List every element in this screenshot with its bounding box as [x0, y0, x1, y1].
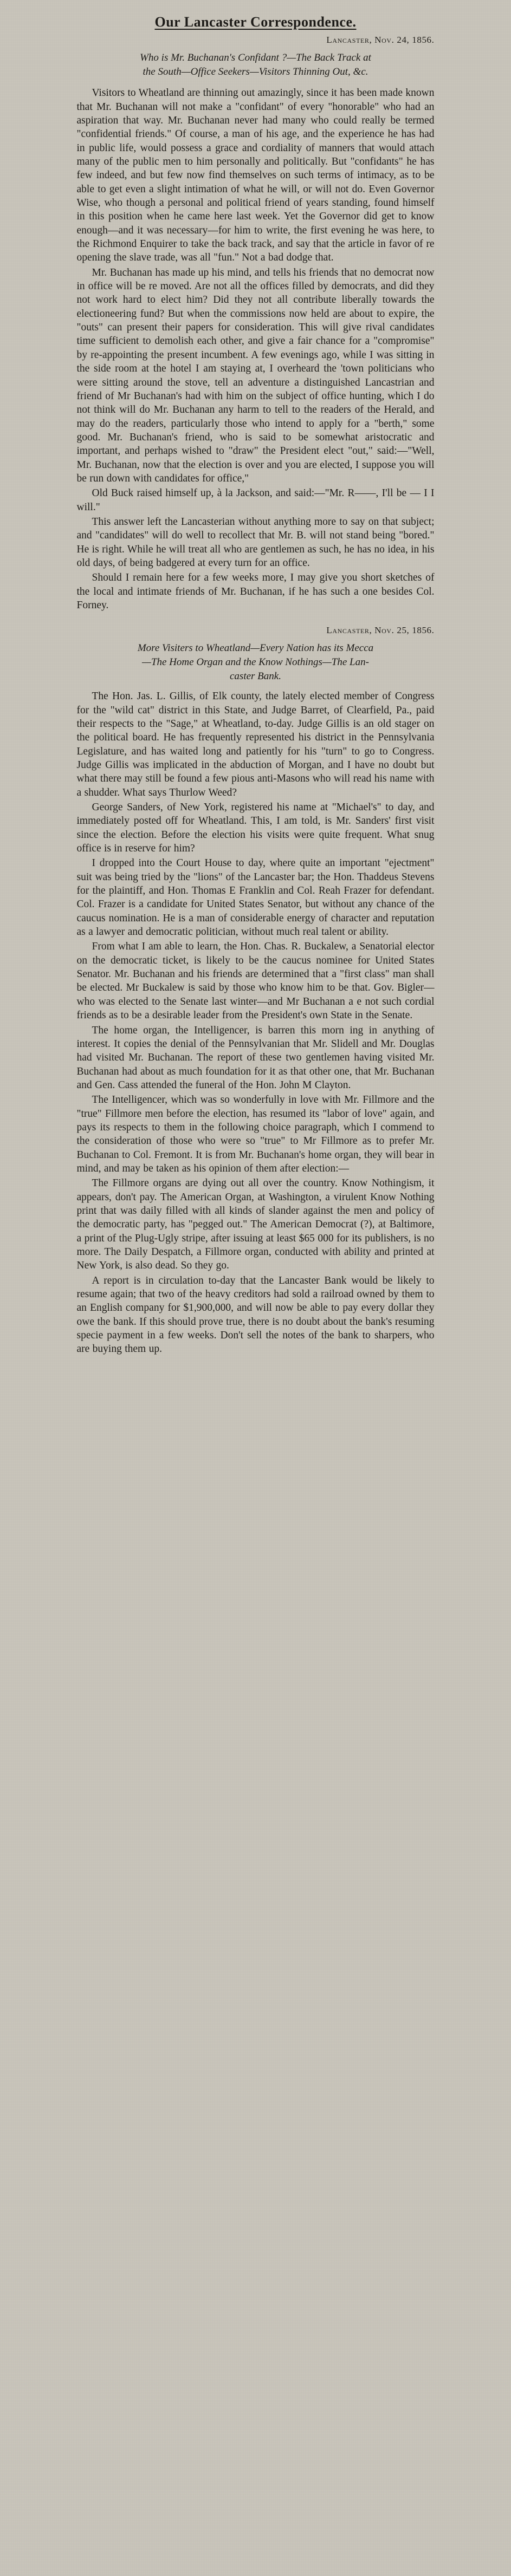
- paragraph: From what I am able to learn, the Hon. Chas. R. Buckalew, a Senatorial elector on the democratic ticket, is likely to be the caucus nominee for United States Senator. Mr. Buchanan and his friends are determined that a "first class" man shall be elected. Mr Buckalew is said by those who know him to be that. Gov. Bigler—who was elected to the Senate last winter—and Mr Buchanan a e not such cordial friends as to be a desirable leader from the President's own State in the Senate.: [76, 941, 435, 1022]
- dateline-article-2: Lancaster, Nov. 25, 1856.: [326, 625, 435, 636]
- page-title: [77, 14, 435, 30]
- paragraph: Should I remain here for a few weeks more, I may give you short sketches of the local and intimate friends of Mr. Buchanan, if he has such a one besides Col. Forney.: [76, 572, 435, 611]
- paragraph: The Hon. Jas. L. Gillis, of Elk county, the lately elected member of Congress for the "wild cat" district in this State, and Judge Barret, of Clearfield, Pa., paid their respects to the "Sage," at Wheatland, to-day. Judge Gillis is an old stager on the political board. He has frequently represented his district in the Pennsylvania Legislature, and has waited long and patiently for his "turn" to go to Congress. Judge Gillis was implicated in the abduction of Morgan, and I have no doubt but what there may still be found a few pious anti-Masons who will read his name with a shudder. What says Thurlow Weed?: [76, 691, 435, 798]
- paragraph: George Sanders, of New York, registered his name at "Michael's" to day, and immediately posted off for Wheatland. This, I am told, is Mr. Sanders' first visit since the election. Before the election his visits were quite frequent. What snug office is in reserve for him?: [76, 802, 435, 855]
- dateline-article-1: Lancaster, Nov. 24, 1856.: [326, 35, 435, 45]
- article-column: [77, 0, 435, 1356]
- subhead-line: —The Home Organ and the Know Nothings—The Lan-: [142, 656, 369, 668]
- subhead-line: the South—Office Seekers—Visitors Thinning Out, &c.: [143, 66, 368, 77]
- paragraph: Mr. Buchanan has made up his mind, and tells his friends that no democrat now in office will be re moved. Are not all the offices filled by democrats, and did they not work hard to elect him? Did they not all contribute liberally towards the electioneering fund? But when the commissions now held are about to expire, the "outs" can present their papers for consideration. This will give rival candidates time sufficient to demolish each other, and give a fair chance for a "compromise" by re-appointing the present incumbent. A few evenings ago, while I was sitting in the side room at the hotel I am staying at, I overheard the 'town politicians who were sitting around the stove, tell an adventure a distinguished Lancastrian and friend of Mr Buchanan's had with him on the subject of office hunting, which I do not think will do Mr. Buchanan any harm to tell to the readers of the Herald, and may do the readers, particularly those who intend to apply for a "berth," some good. Mr. Buchanan's friend, who is said to be somewhat aristocratic and important, and perhaps wished to "draw" the President elect "out," said:—"Well, Mr. Buchanan, now that the election is over and you are elected, I suppose you will be run down with candidates for office,": [76, 266, 435, 484]
- paragraph: The home organ, the Intelligencer, is barren this morn ing in anything of interest. It copies the denial of the Pennsylvanian that Mr. Slidell and Mr. Douglas had visited Mr. Buchanan. The report of these two gentlemen having visited Mr. Buchanan had about as much foundation for it as that other one, that Mr. Buchanan and Gen. Cass attended the funeral of the Hon. John M Clayton.: [76, 1024, 435, 1091]
- subhead-line: caster Bank.: [230, 670, 281, 682]
- paragraph: The Fillmore organs are dying out all over the country. Know Nothingism, it appears, don't pay. The American Organ, at Washington, a virulent Know Nothing print that was daily filled with all kinds of slander against the men and policy of the democratic party, has "pegged out." The American Democrat (?), at Baltimore, a print of the Plug-Ugly stripe, after issuing at least $65 000 for its publishers, is no more. The Daily Despatch, a Fillmore organ, conducted with ability and printed at New York, is also dead. So they go.: [76, 1178, 435, 1272]
- subhead-article-1: [77, 51, 435, 79]
- subhead-line: More Visiters to Wheatland—Every Nation has its Mecca: [137, 642, 374, 654]
- paragraph: The Intelligencer, which was so wonderfully in love with Mr. Fillmore and the "true" Fillmore men before the election, has resumed its "labor of love" again, and pays its respects to them in the following choice paragraph, which I commend to the consideration of those who were so "true" to Mr Fillmore as to prefer Mr. Buchanan to Col. Fremont. It is from Mr. Buchanan's home organ, they will bear in mind, and may be taken as his opinion of them after election:—: [76, 1094, 435, 1174]
- paragraph: A report is in circulation to-day that the Lancaster Bank would be likely to resume again; that two of the heavy creditors had sold a railroad owned by them to an English company for $1,900,000, and will now be able to pay every dollar they owe the bank. If this should prove true, there is no doubt about the bank's resuming specie payment in a few weeks. Don't sell the notes of the bank to sharpers, who are buying them up.: [76, 1274, 435, 1355]
- paragraph: Visitors to Wheatland are thinning out amazingly, since it has been made known that Mr. Buchanan will not make a "confidant" of every "honorable" who had an aspiration that way. Mr. Buchanan never had many who could really be termed "confidential friends." Of course, a man of his age, and the experience he has had in public life, would possess a grace and cordiality of manners that would attach many of the public men to him personally and politically. But "confidants" he has few indeed, and but few now find themselves on such terms of intimacy, as to be able to get even a slight intimation of what he will, or will not do. Even Governor Wise, who though a personal and political friend of years standing, found himself in this position when he came here last week. Yet the Governor did get to know enough—and it was necessary—for him to write, the first evening he was here, to the Richmond Enquirer to take the back track, and say that the article in favor of re opening the slave trade, was all "fun." Not a bad dodge that.: [76, 87, 435, 264]
- section-spacer: [77, 613, 435, 621]
- subhead-article-2: [77, 641, 435, 683]
- paragraph: This answer left the Lancasterian without anything more to say on that subject; and "candidates" will do well to recollect that Mr. B. will not stand being "bored." He is right. While he will treat all who are gentlemen as such, he has no idea, in his old days, of being badgered at every turn for an office.: [76, 516, 435, 569]
- subhead-line: Who is Mr. Buchanan's Confidant ?—The Back Track at: [140, 52, 371, 63]
- masthead-text: Our Lancaster Correspondence.: [154, 14, 357, 30]
- paragraph: Old Buck raised himself up, à la Jackson, and said:—"Mr. R——, I'll be — I I will.": [76, 487, 435, 513]
- paragraph: I dropped into the Court House to day, where quite an important "ejectment" suit was being tried by the "lions" of the Lancaster bar; the Hon. Thaddeus Stevens for the plaintiff, and Hon. Thomas E Franklin and Col. Reah Frazer for defendant. Col. Frazer is a candidate for United States Senator, but without any chance of the caucus nomination. He is a man of considerable energy of character and reputation as a lawyer and democratic politician, without much real talent or ability.: [76, 857, 435, 938]
